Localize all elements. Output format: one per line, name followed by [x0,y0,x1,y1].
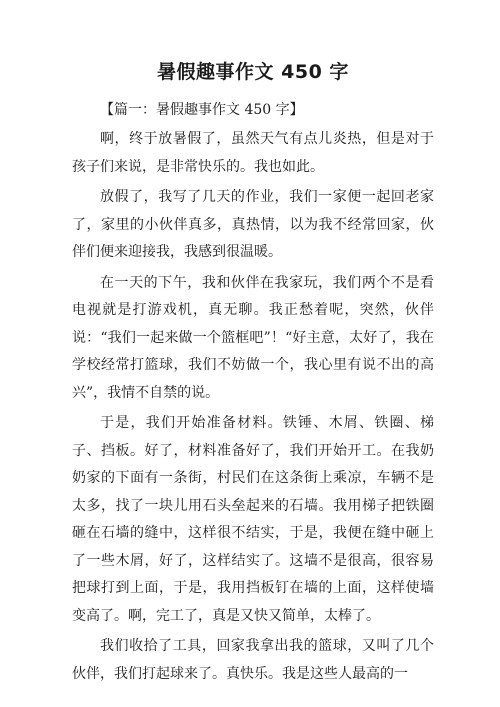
paragraph-5: 我们收拾了工具，回家我拿出我的篮球，又叫了几个伙伴，我们打起球来了。真快乐。我是这些人最高的一 [72,638,434,682]
paragraph-2: 放假了，我写了几天的作业，我们一家便一起回老家了，家里的小伙伴真多，真热情，以为我不经常回家，伙伴们便来迎接我，我感到很温暖。 [72,189,434,260]
paragraph-4: 于是，我们开始准备材料。铁锤、木屑、铁圈、梯子、挡板。好了，材料准备好了，我们开始开工。在我奶奶家的下面有一条街，村民们在这条街上乘凉，车辆不是太多，找了一块儿用石头垒起来的石墙。我用梯子把铁圈砸在石墙的缝中，这样很不结实，于是，我便在缝中砸上了一些木屑，好了，这样结实了。这墙不是很高，很容易把球打到上面，于是，我用挡板钉在墙的上面，这样使墙变高了。啊，完工了，真是又快又简单，太棒了。 [72,415,434,624]
paragraph-1: 啊，终于放暑假了，虽然天气有点儿炎热，但是对于孩子们来说，是非常快乐的。我也如此。 [72,131,434,175]
paragraph-3: 在一天的下午，我和伙伴在我家玩，我们两个不是看电视就是打游戏机，真无聊。我正愁着呢，突然，伙伴说：“我们一起来做一个篮框吧”！“好主意，太好了，我在学校经常打篮球，我们不妨做一个，我心里有说不出的高兴”，我情不自禁的说。 [72,274,434,401]
document-title: 暑假趣事作文 450 字 [157,61,349,83]
section-heading: 【篇一：暑假趣事作文 450 字】 [100,102,304,118]
